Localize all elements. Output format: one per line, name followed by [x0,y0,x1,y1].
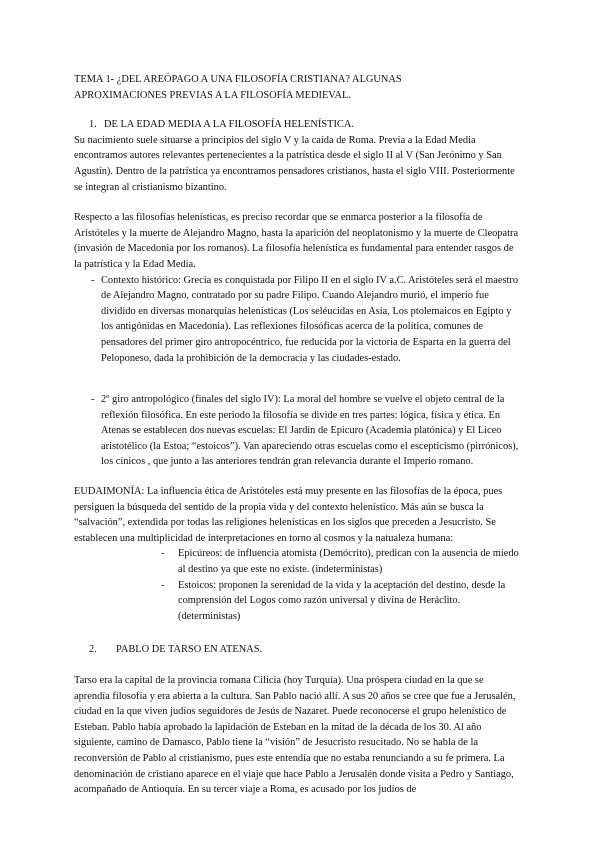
context-bullet-list [74,273,520,471]
bullet-dash: - [161,548,165,560]
bullet-dash: - [91,394,95,406]
section-1-paragraph-1: Su nacimiento suele situarse a principios del siglo V y la caída de Roma. Previa a la Edad Media encontramos autores relevantes pertenecientes a la patrística desde el siglo II al V (San Jerónimo y San Agustín). Dentro de la patrística ya encontramos pensadores cristianos, hasta el siglo VIII. Posteriormente se integran al cristianismo bizantino. [74,134,515,193]
section-2-paragraph-1: Tarso era la capital de la provincia romana Cilicia (hoy Turquía). Una próspera ciudad en la que se aprendía filosofía y era abierta a la cultura. San Pablo nació allí. A sus 20 años se cree que fue a Jerusalén, ciudad en la que viven judíos seguidores de Jesús de Nazaret. Puede reconocerse el grupo helenístico de Esteban. Pablo había aprobado la lapidación de Esteban en la mitad de la década de los 30. Al año siguiente, camino de Damasco, Pablo tiene la “visión” de Jesucristo resucitado. No se habla de la reconversión de Pablo al cristianismo, pues este entendía que no estaba renunciando a su fe primera. La denominación de cristiano aparece en el viaje que hace Pablo a Jerusalén donde visita a Pedro y Santiago, acompañado de Antioquía. En su tercer viaje a Roma, es acusado por los judíos de [74,675,516,796]
bullet-dash: - [91,274,95,286]
section-2-number: 2. [89,644,97,656]
list-item-text: Contexto histórico: Grecia es conquistada por Filipo II en el siglo IV a.C. Aristóteles será el maestro de Alejandro Magno, contratado por su padre Filipo. Cuando Alejandro murió, el imperio fue dividido en diversas monarquías helenísticas (Los seléucidas en Asia, Los ptolemaicos en Egipto y los antigónidas en Macedonia). Las reflexiones filosóficas acerca de la política, comunes de pensadores del primer giro antropocéntrico, fue reducida por la victoria de Esparta en la guerra del Peloponeso, dada la prohibición de la democracia y las ciudades-estado. [101,274,519,364]
list-item-text: Estoicos: proponen la serenidad de la vida y la aceptación del destino, desde la comprensión del Logos como razón universal y divina de Heráclito. (deterministas) [178,579,506,622]
eudaimonia-paragraph: EUDAIMONÍA: La influencia ética de Aristóteles está muy presente en las filosofías de la época, pues persiguen la búsqueda del sentido de la propia vida y del contexto helenístico. Más aún se busca la “salvación”, extendida por todas las religiones helenísticas en los siglos que preceden a Jesucristo. Se establecen una multiplicidad de interpretaciones en torno al cosmos y la natualeza humana: [74,486,503,544]
section-1-paragraph-2: Respecto a las filosofías helenísticas, es preciso recordar que se enmarca posterior a la filosofía de Aristóteles y la muerte de Alejandro Magno, hasta la aparición del neoplatonismo y la muerte de Cleopatra (invasión de Macedonia por los romanos). La filosofía helenística es fundamental para entender rasgos de la patrística y la Edad Media. [74,212,519,270]
list-item-text: Epicúreos: de influencia atomista (Demócrito), predican con la ausencia de miedo al destino ya que este no existe. (indeterministas) [178,548,519,576]
list-item-historical-context [74,273,520,367]
section-1-number: 1. [89,119,97,131]
list-item-anthropological-turn [74,392,520,470]
list-item-epicureans [74,546,520,577]
section-2-heading-text: PABLO DE TARSO EN ATENAS. [116,644,263,656]
document-title: TEMA 1- ¿DEL AREÓPAGO A UNA FILOSOFÍA CRISTIANA? ALGUNAS APROXIMACIONES PREVIAS A LA FILOSOFÍA MEDIEVAL. [74,74,402,101]
list-item-stoics [74,578,520,625]
section-2-heading [74,642,520,658]
schools-list [74,546,520,624]
document-page [74,72,520,798]
section-1-heading-text: DE LA EDAD MEDIA A LA FILOSOFÍA HELENÍSTICA. [104,119,354,131]
section-1-heading [74,117,520,133]
bullet-dash: - [161,579,165,591]
list-item-text: 2º giro antropológico (finales del siglo IV): La moral del hombre se vuelve el objeto central de la reflexión filosófica. En este periodo la filosofía se divide en tres partes: lógica, física y ética. En Atenas se establecen dos nuevas escuelas: El Jardín de Epicuro (Academia platónica) y El Liceo aristotélico (la Estoa; “estoicos”). Van apareciendo otras escuelas como el escepticismo (pirrónicos), los cínicos , que junto a las anteriores tendrán gran relevancia durante el Imperio romano. [101,394,519,468]
